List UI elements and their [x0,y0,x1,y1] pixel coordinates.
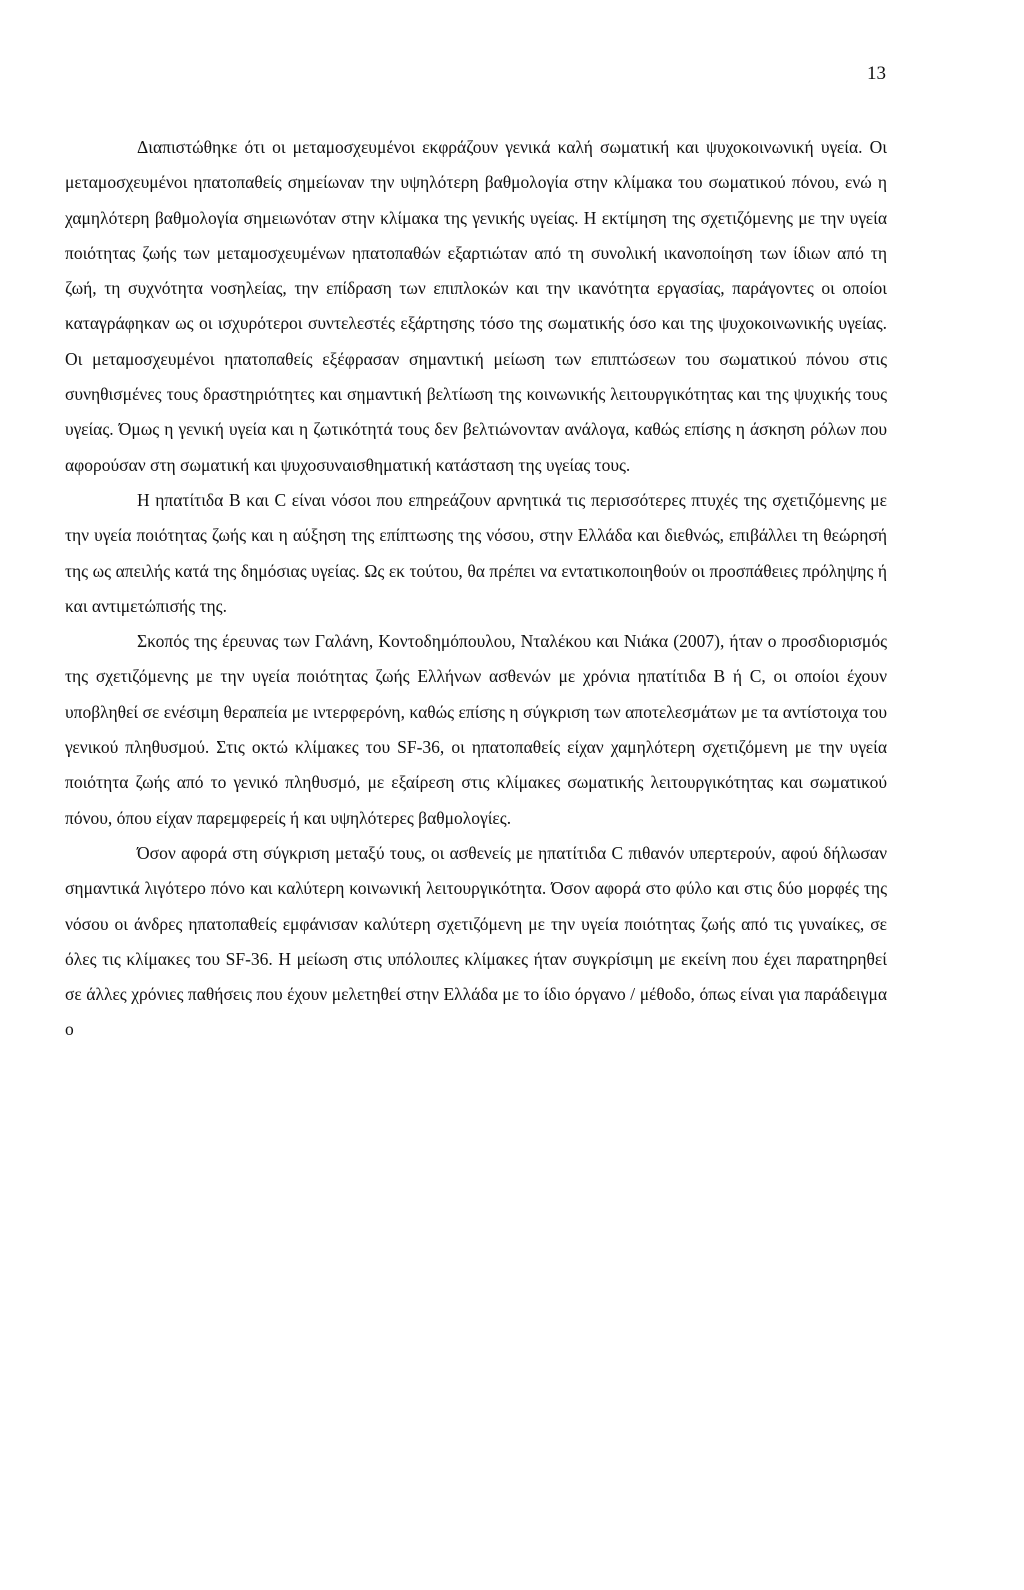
paragraph-study-aim-sf36: Σκοπός της έρευνας των Γαλάνη, Κοντοδημόπουλου, Νταλέκου και Νιάκα (2007), ήταν ο προσδιορισμός της σχετιζόμενης με την υγεία ποιότητας ζωής Ελλήνων ασθενών με χρόνια ηπατίτιδα Β ή C, οι οποίοι έχουν υποβληθεί σε ενέσιμη θεραπεία με ιντερφερόνη, καθώς επίσης η σύγκριση των αποτελεσμάτων με τα αντίστοιχα του γενικού πληθυσμού. Στις οκτώ κλίμακες του SF-36, οι ηπατοπαθείς είχαν χαμηλότερη σχετιζόμενη με την υγεία ποιότητα ζωής από το γενικό πληθυσμό, με εξαίρεση στις κλίμακες σωματικής λειτουργικότητας και σωματικού πόνου, όπου είχαν παρεμφερείς ή και υψηλότερες βαθμολογίες. [65,631,887,828]
page-number: 13 [867,63,886,84]
paragraph-comparison-gender: Όσον αφορά στη σύγκριση μεταξύ τους, οι ασθενείς με ηπατίτιδα C πιθανόν υπερτερούν, αφού δήλωσαν σημαντικά λιγότερο πόνο και καλύτερη κοινωνική λειτουργικότητα. Όσον αφορά στο φύλο και στις δύο μορφές της νόσου οι άνδρες ηπατοπαθείς εμφάνισαν καλύτερη σχετιζόμενη με την υγεία ποιότητας ζωής από τις γυναίκες, σε όλες τις κλίμακες του SF-36. Η μείωση στις υπόλοιπες κλίμακες ήταν συγκρίσιμη με εκείνη που έχει παρατηρηθεί σε άλλες χρόνιες παθήσεις που έχουν μελετηθεί στην Ελλάδα με το ίδιο όργανο / μέθοδο, όπως είναι για παράδειγμα ο [65,842,887,1040]
paragraph-hepatitis-public-health: Η ηπατίτιδα Β και C είναι νόσοι που επηρεάζουν αρνητικά τις περισσότερες πτυχές της σχετιζόμενης με την υγεία ποιότητας ζωής και η αύξηση της επίπτωσης της νόσου, στην Ελλάδα και διεθνώς, επιβάλλει τη θεώρησή της ως απειλής κατά της δημόσιας υγείας. Ως εκ τούτου, θα πρέπει να εντατικοποιηθούν οι προσπάθειες πρόληψης ή και αντιμετώπισής της. [65,489,887,616]
body-text [65,130,887,1048]
paragraph-transplant-findings: Διαπιστώθηκε ότι οι μεταμοσχευμένοι εκφράζουν γενικά καλή σωματική και ψυχοκοινωνική υγεία. Οι μεταμοσχευμένοι ηπατοπαθείς σημείωναν την υψηλότερη βαθμολογία στην κλίμακα του σωματικού πόνου, ενώ η χαμηλότερη βαθμολογία σημειωνόταν στην κλίμακα της γενικής υγείας. Η εκτίμηση της σχετιζόμενης με την υγεία ποιότητας ζωής των μεταμοσχευμένων ηπατοπαθών εξαρτιώταν από τη συνολική ικανοποίηση των ίδιων από τη ζωή, τη συχνότητα νοσηλείας, την επίδραση των επιπλοκών και την ικανότητα εργασίας, παράγοντες οι οποίοι καταγράφηκαν ως οι ισχυρότεροι συντελεστές εξάρτησης τόσο της σωματικής όσο και της ψυχοκοινωνικής υγείας. Οι μεταμοσχευμένοι ηπατοπαθείς εξέφρασαν σημαντική μείωση των επιπτώσεων του σωματικού πόνου στις συνηθισμένες τους δραστηριότητες και σημαντική βελτίωση της κοινωνικής λειτουργικότητας και της ψυχικής τους υγείας. Όμως η γενική υγεία και η ζωτικότητά τους δεν βελτιώνονταν ανάλογα, καθώς επίσης η άσκηση ρόλων που αφορούσαν στη σωματική και ψυχοσυναισθηματική κατάσταση της υγείας τους. [65,137,887,475]
